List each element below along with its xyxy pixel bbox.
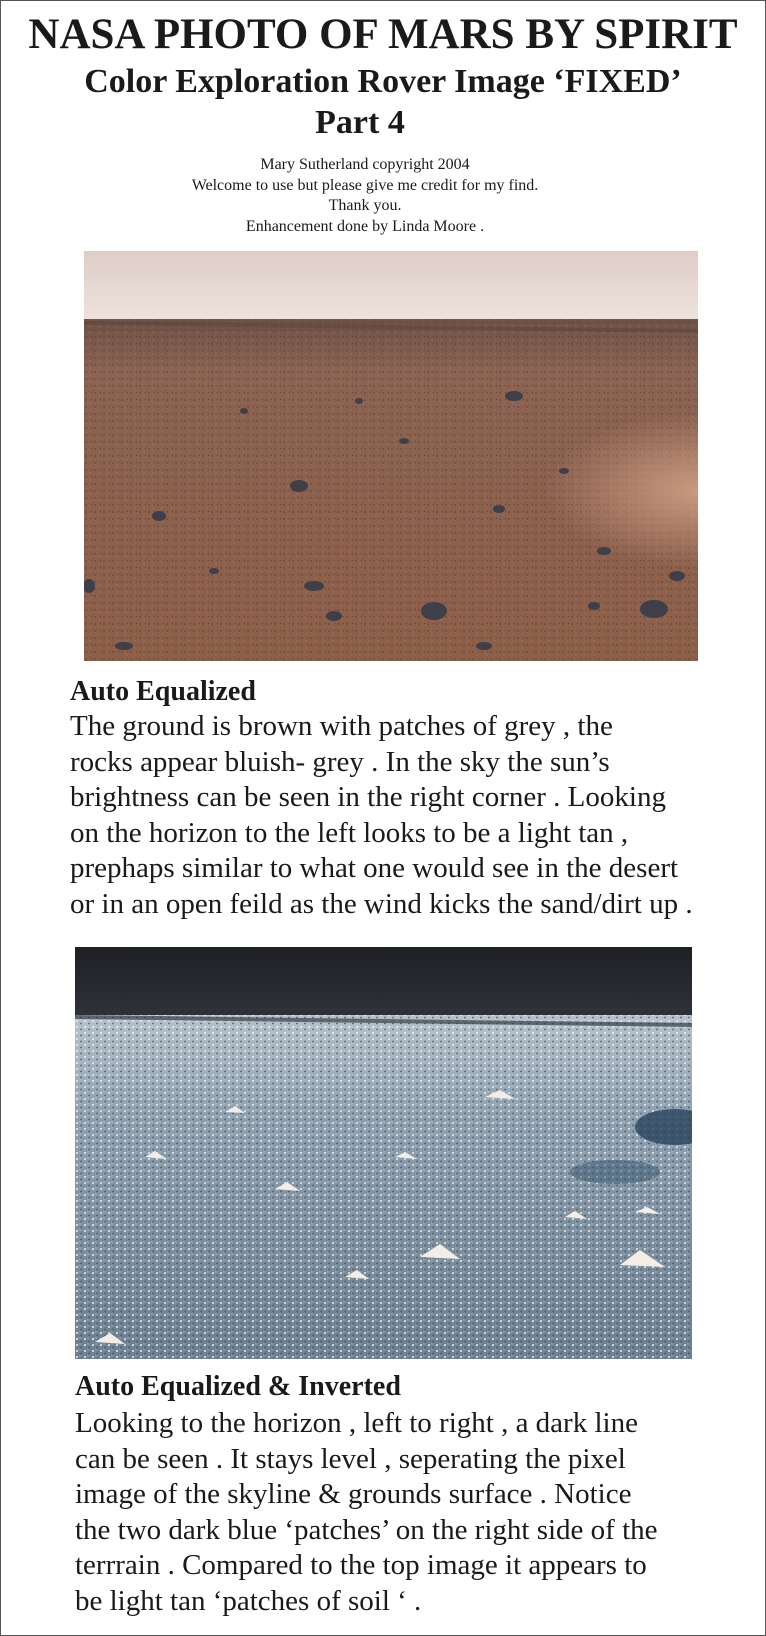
paragraph-line: image of the skyline & grounds surface . Notice bbox=[75, 1478, 632, 1510]
page-subtitle: Color Exploration Rover Image ‘FIXED’ bbox=[84, 63, 682, 100]
section-heading: Auto Equalized bbox=[70, 676, 256, 707]
paragraph-line: The ground is brown with patches of grey , the bbox=[70, 710, 613, 742]
paragraph-line: Looking to the horizon , left to right , a dark line bbox=[75, 1407, 638, 1439]
credit-line: Thank you. bbox=[328, 197, 402, 214]
paragraph-line: terrrain . Compared to the top image it appears to bbox=[75, 1549, 647, 1581]
paragraph-line: prephaps similar to what one would see in the desert bbox=[70, 852, 679, 884]
section-paragraph bbox=[75, 1406, 658, 1619]
paragraph-line: on the horizon to the left looks to be a light tan , bbox=[70, 816, 629, 849]
paragraph-line: can be seen . It stays level , seperating the pixel bbox=[75, 1442, 626, 1475]
paragraph-line: the two dark blue ‘patches’ on the right side of the bbox=[75, 1513, 658, 1546]
credit-line: Welcome to use but please give me credit for my find. bbox=[191, 176, 539, 194]
part-label: Part 4 bbox=[315, 104, 405, 141]
section-paragraph bbox=[70, 709, 693, 922]
credits-block bbox=[0, 155, 730, 237]
credit-line: Mary Sutherland copyright 2004 bbox=[260, 156, 470, 173]
mars-photo-equalized bbox=[84, 251, 698, 661]
paragraph-line: be light tan ‘patches of soil ‘ . bbox=[75, 1584, 422, 1617]
section-heading: Auto Equalized & Inverted bbox=[75, 1371, 401, 1402]
mars-photo-inverted-image bbox=[75, 947, 692, 1359]
paragraph-line: brightness can be seen in the right corner . Looking bbox=[70, 781, 666, 813]
page-title: NASA PHOTO OF MARS BY SPIRIT bbox=[28, 11, 738, 58]
mars-photo-inverted bbox=[75, 947, 692, 1359]
mars-photo-equalized-image bbox=[84, 251, 698, 661]
paragraph-line: rocks appear bluish- grey . In the sky the sun’s bbox=[70, 745, 610, 778]
paragraph-line: or in an open feild as the wind kicks the sand/dirt up . bbox=[70, 887, 693, 920]
credit-line: Enhancement done by Linda Moore . bbox=[245, 217, 485, 235]
